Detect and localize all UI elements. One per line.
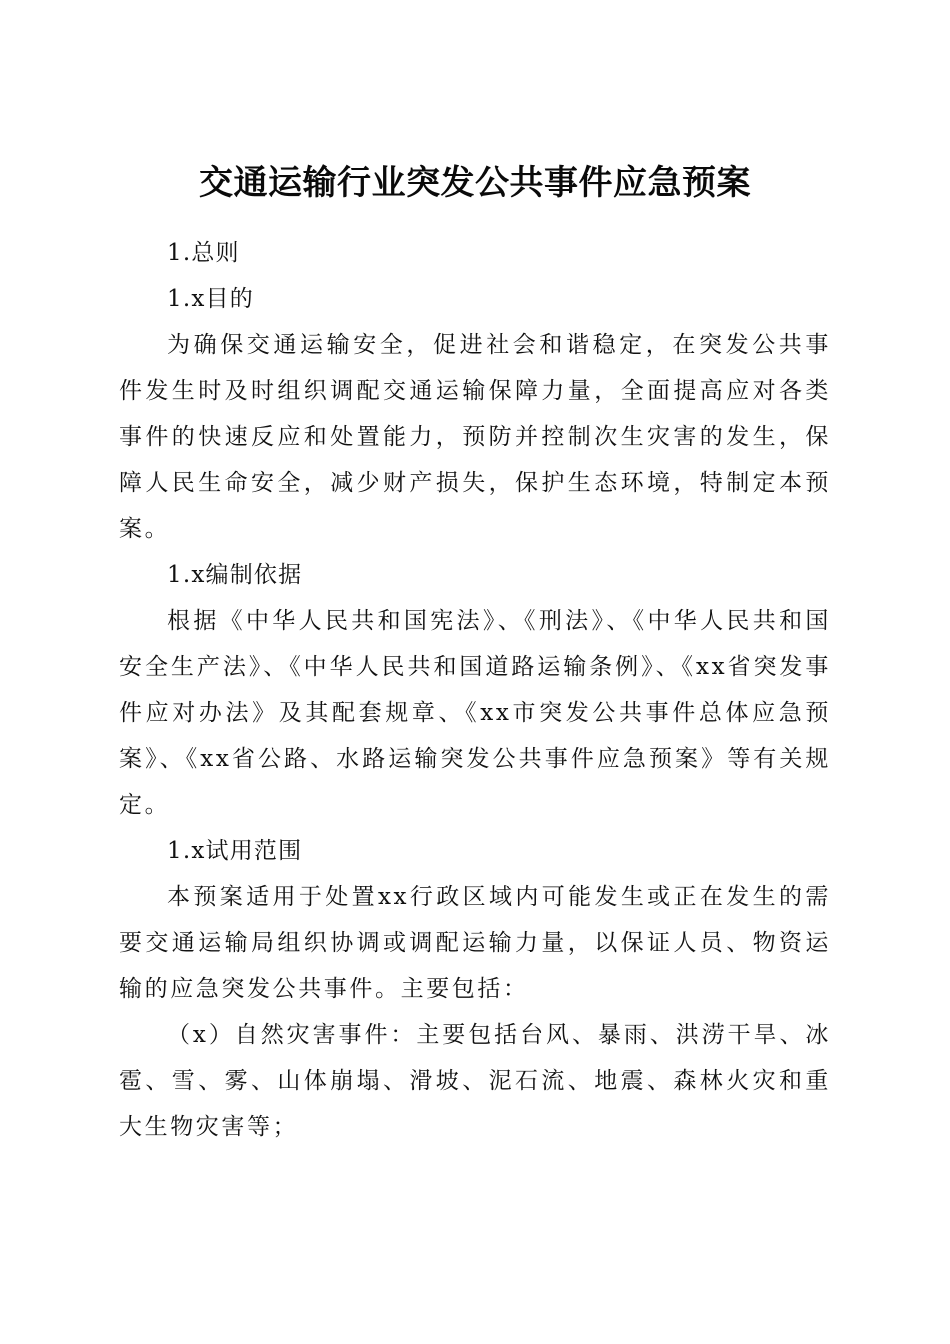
section-heading-scope: 1.x试用范围 [167, 838, 303, 864]
section-heading-general: 1.总则 [167, 240, 240, 266]
document-body [119, 230, 831, 1150]
section-heading-basis: 1.x编制依据 [167, 562, 303, 588]
paragraph-scope: 本预案适用于处置xx行政区域内可能发生或正在发生的需要交通运输局组织协调或调配运输力量，以保证人员、物资运输的应急突发公共事件。主要包括： [119, 884, 831, 1002]
paragraph-basis: 根据《中华人民共和国宪法》、《刑法》、《中华人民共和国安全生产法》、《中华人民共和国道路运输条例》、《xx省突发事件应对办法》及其配套规章、《xx市突发公共事件总体应急预案》、《xx省公路、水路运输突发公共事件应急预案》等有关规定。 [119, 608, 831, 818]
document-title: 交通运输行业突发公共事件应急预案 [199, 162, 751, 203]
section-heading-purpose: 1.x目的 [167, 286, 254, 312]
paragraph-purpose: 为确保交通运输安全，促进社会和谐稳定，在突发公共事件发生时及时组织调配交通运输保障力量，全面提高应对各类事件的快速反应和处置能力，预防并控制次生灾害的发生，保障人民生命安全，减少财产损失，保护生态环境，特制定本预案。 [119, 332, 831, 542]
paragraph-natural-disasters: （x）自然灾害事件：主要包括台风、暴雨、洪涝干旱、冰雹、雪、雾、山体崩塌、滑坡、泥石流、地震、森林火灾和重大生物灾害等； [119, 1022, 831, 1140]
